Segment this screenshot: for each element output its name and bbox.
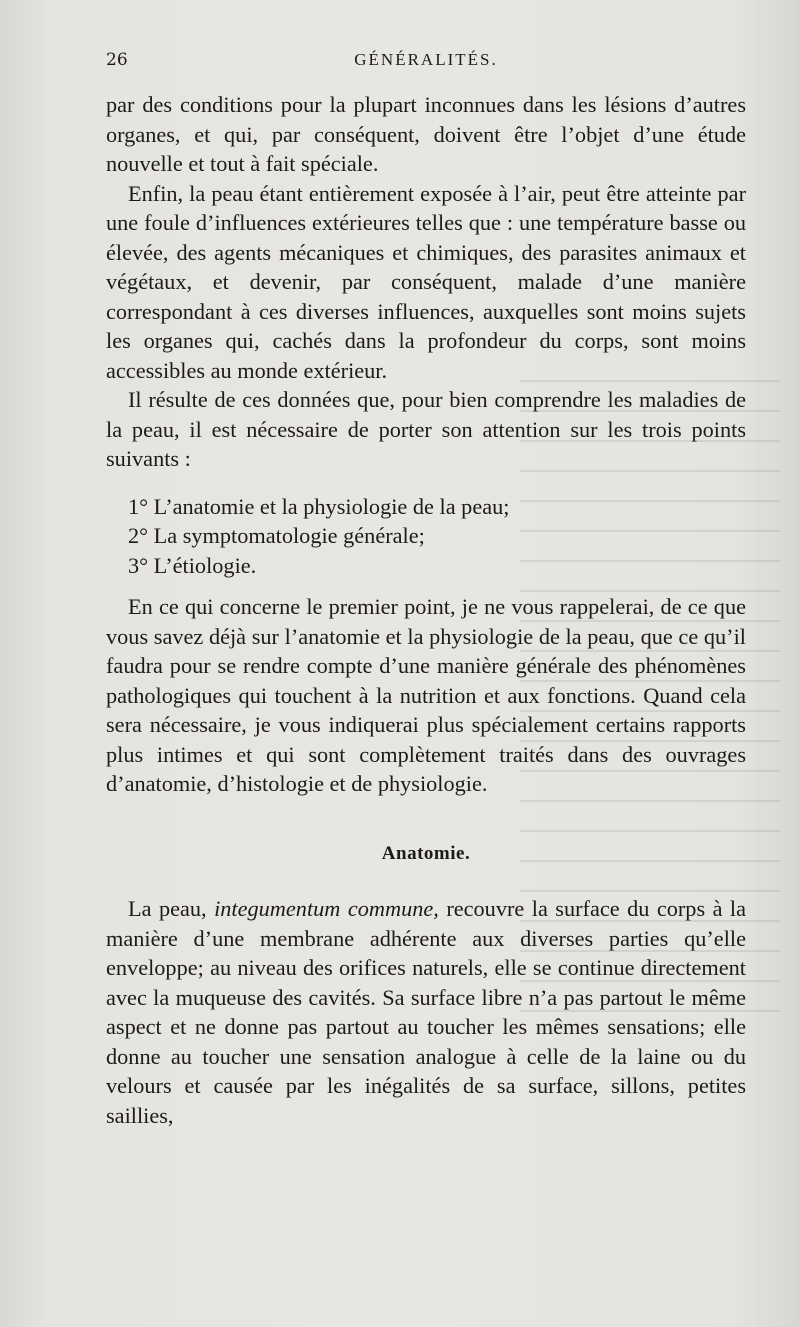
- paragraph-2: Enfin, la peau étant entièrement exposée à l’air, peut être atteinte par une foule d’influences extérieures telles que : une température basse ou élevée, des agents mécaniques et chimiques, des parasites animaux et végétaux, et devenir, par conséquent, malade d’une manière correspondant à ces diverses influences, auxquelles sont moins sujets les organes qui, cachés dans la profondeur du corps, sont moins accessibles au monde extérieur.: [106, 180, 746, 383]
- list-item: 2° La symptomatologie générale;: [128, 523, 425, 548]
- running-title: GÉNÉRALITÉS.: [354, 50, 498, 69]
- running-head: [106, 50, 746, 74]
- paragraph-4: En ce qui concerne le premier point, je ne vous rappelerai, de ce que vous savez déjà sur l’anatomie et la physiologie de la peau, que ce qu’il faudra pour se rendre compte d’une manière générale des phénomènes pathologiques qui touchent à la nutrition et aux fonctions. Quand cela sera nécessaire, je vous indiquerai plus spécialement certains rapports plus intimes et qui sont complètement traités dans des ouvrages d’anatomie, d’histologie et de physiologie.: [106, 594, 746, 796]
- paragraph-3: Il résulte de ces données que, pour bien comprendre les maladies de la peau, il est nécessaire de porter son attention sur les trois points suivants :: [106, 387, 746, 471]
- paragraph-1: par des conditions pour la plupart inconnues dans les lésions d’autres organes, et qui, par conséquent, doivent être l’objet d’une étude nouvelle et tout à fait spéciale.: [106, 92, 746, 176]
- section-heading: Anatomie.: [381, 842, 471, 864]
- numbered-list: [106, 492, 746, 581]
- paragraph-5: [106, 894, 746, 1130]
- list-item: 1° L’anatomie et la physiologie de la peau;: [128, 493, 510, 519]
- paragraph-5-start: La peau,: [128, 896, 215, 921]
- list-item: 3° L’étiologie.: [128, 552, 257, 578]
- page-number: 26: [106, 50, 128, 70]
- paragraph-5-rest: recouvre la surface du corps à la manière d’une membrane adhérente aux diverses parties qu’elle enveloppe; au niveau des orifices naturels, elle se continue directement avec la muqueuse des cavités. Sa surface libre n’a pas partout le même aspect et ne donne pas partout au toucher les mêmes sensations; elle donne au toucher une sensation analogue à celle de la laine ou du velours et causée par les inégalités de sa surface, sillons, petites saillies,: [106, 896, 746, 1128]
- latin-term: integumentum commune,: [214, 896, 439, 921]
- body-text: [106, 90, 746, 1130]
